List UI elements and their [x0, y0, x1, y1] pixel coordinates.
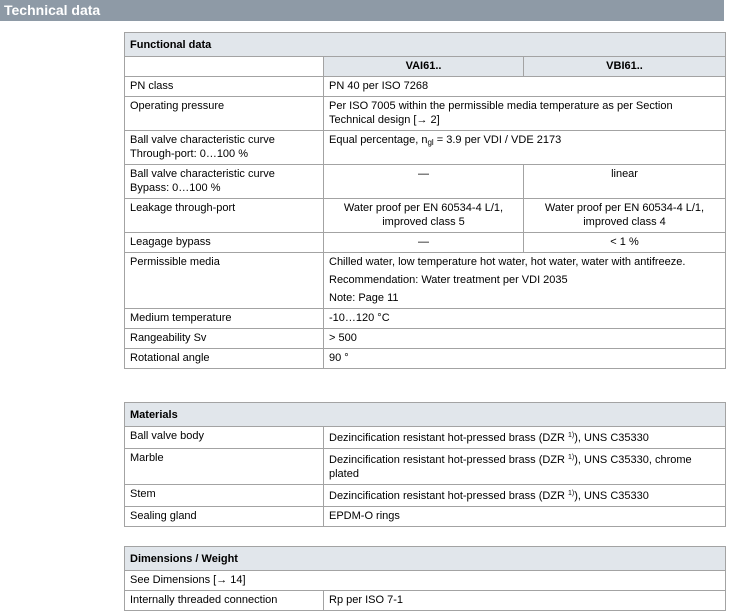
- footnote-marker: 1): [568, 454, 575, 461]
- row-label: Marble: [125, 449, 324, 485]
- table-row: [125, 485, 726, 507]
- row-label: [125, 165, 324, 199]
- vai-value: —: [324, 165, 524, 199]
- row-label: Leakage through-port: [125, 199, 324, 233]
- table-row: [125, 233, 726, 253]
- table-row: [125, 449, 726, 485]
- table-row: [125, 571, 726, 591]
- row-label: Leagage bypass: [125, 233, 324, 253]
- blank-header-cell: [125, 57, 324, 77]
- row-label: Medium temperature: [125, 309, 324, 329]
- value-line: Chilled water, low temperature hot water, hot water, water with antifreeze.: [329, 256, 686, 268]
- materials-heading: Materials: [125, 403, 726, 427]
- row-label: Ball valve body: [125, 427, 324, 449]
- table-row: [125, 329, 726, 349]
- label-line: Ball valve characteristic curve: [130, 134, 275, 146]
- row-label: PN class: [125, 77, 324, 97]
- value-text: ), UNS C35330: [574, 432, 649, 444]
- footnote-marker: 1): [568, 490, 575, 497]
- row-label: Sealing gland: [125, 507, 324, 527]
- label-line: Through-port: 0…100 %: [130, 148, 249, 160]
- value-line: Water proof per EN 60534-4 L/1,: [343, 202, 504, 214]
- table-row: [125, 349, 726, 369]
- row-label: Rotational angle: [125, 349, 324, 369]
- column-header-vai: VAI61..: [324, 57, 524, 77]
- table-row: [125, 427, 726, 449]
- row-label: Internally threaded connection: [125, 591, 324, 611]
- table-row: [125, 77, 726, 97]
- vbi-value: < 1 %: [524, 233, 726, 253]
- table-row: [125, 131, 726, 165]
- row-value: [324, 449, 726, 485]
- value-text: Dezincification resistant hot-pressed brass (DZR: [329, 454, 569, 466]
- value-text: Dezincification resistant hot-pressed brass (DZR: [329, 490, 569, 502]
- value-line: Water proof per EN 60534-4 L/1,: [544, 202, 705, 214]
- value-text: Dezincification resistant hot-pressed brass (DZR: [329, 432, 569, 444]
- value-text: ), UNS C35330, chrome plated: [329, 454, 692, 480]
- table-row: [125, 199, 726, 233]
- row-value: [324, 131, 726, 165]
- row-value: Rp per ISO 7-1: [324, 591, 726, 611]
- table-row: [125, 591, 726, 611]
- vai-value: [324, 199, 524, 233]
- row-value: > 500: [324, 329, 726, 349]
- see-dimensions-link[interactable]: See Dimensions [→ 14]: [125, 571, 726, 591]
- dimensions-heading: Dimensions / Weight: [125, 547, 726, 571]
- table-row: [125, 165, 726, 199]
- table-row: [125, 309, 726, 329]
- vbi-value: [524, 199, 726, 233]
- value-line: Note: Page 11: [329, 292, 399, 304]
- value-text: Equal percentage, n: [329, 134, 428, 146]
- row-value: Per ISO 7005 within the permissible media temperature as per Section Technical design [→ 2]: [324, 97, 726, 131]
- materials-table: [124, 402, 726, 527]
- table-row: [125, 253, 726, 309]
- row-label: Permissible media: [125, 253, 324, 309]
- row-label: Operating pressure: [125, 97, 324, 131]
- row-label: [125, 131, 324, 165]
- value-line: improved class 4: [583, 216, 666, 228]
- row-value: -10…120 °C: [324, 309, 726, 329]
- row-value: [324, 485, 726, 507]
- vai-value: —: [324, 233, 524, 253]
- row-label: Rangeability Sv: [125, 329, 324, 349]
- label-line: Bypass: 0…100 %: [130, 182, 221, 194]
- row-value: PN 40 per ISO 7268: [324, 77, 726, 97]
- column-header-vbi: VBI61..: [524, 57, 726, 77]
- vbi-value: linear: [524, 165, 726, 199]
- value-text: ), UNS C35330: [574, 490, 649, 502]
- row-value: EPDM-O rings: [324, 507, 726, 527]
- subscript: gl: [427, 138, 434, 147]
- row-label: Stem: [125, 485, 324, 507]
- footnote-marker: 1): [568, 432, 575, 439]
- dimensions-table: [124, 546, 726, 611]
- value-line: improved class 5: [382, 216, 465, 228]
- label-line: Ball valve characteristic curve: [130, 168, 275, 180]
- value-line: Recommendation: Water treatment per VDI 2035: [329, 274, 568, 286]
- functional-data-table: [124, 32, 726, 369]
- table-row: [125, 97, 726, 131]
- row-value: [324, 253, 726, 309]
- page-title: Technical data: [0, 0, 724, 21]
- value-text: = 3.9 per VDI / VDE 2173: [433, 134, 562, 146]
- row-value: 90 °: [324, 349, 726, 369]
- row-value: [324, 427, 726, 449]
- functional-data-heading: Functional data: [125, 33, 726, 57]
- table-row: [125, 507, 726, 527]
